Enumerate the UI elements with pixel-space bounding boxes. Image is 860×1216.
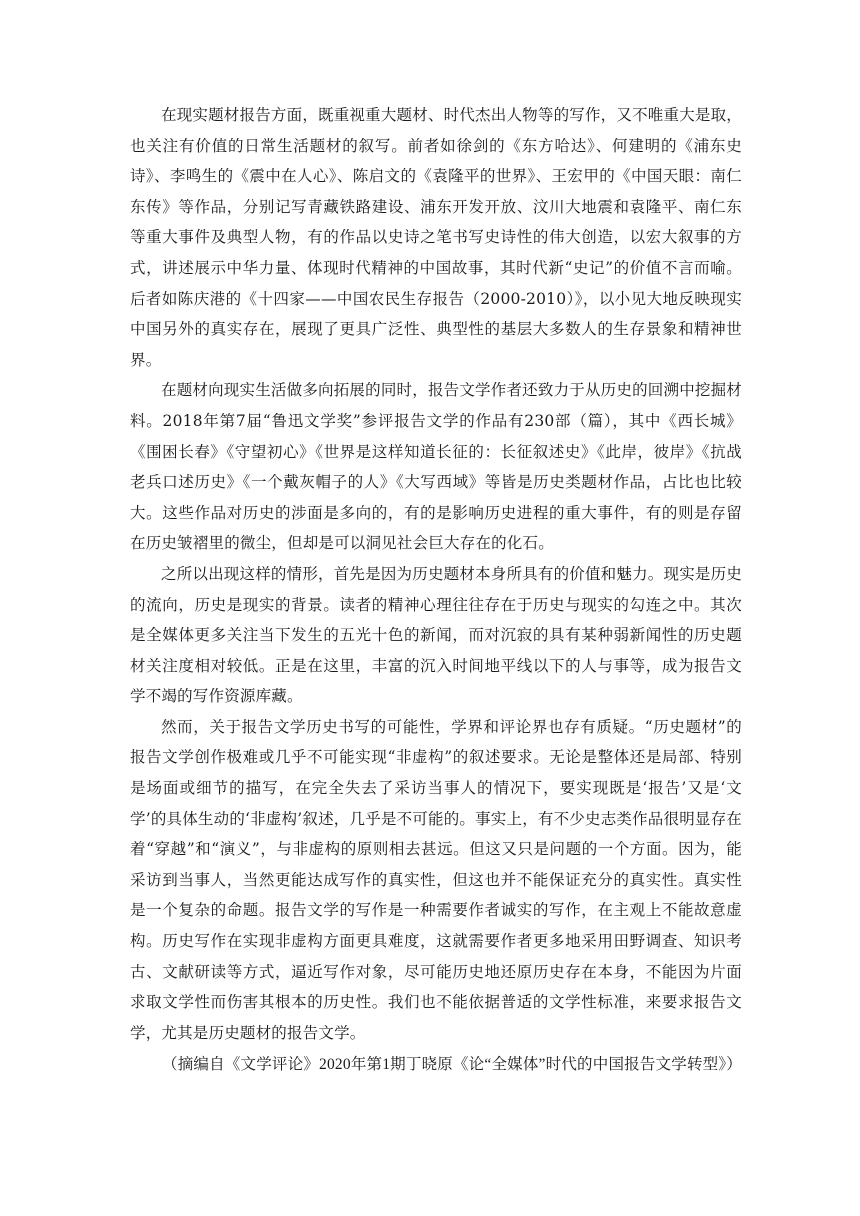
paragraph: 在题材向现实生活做多向拓展的同时，报告文学作者还致力于从历史的回溯中挖掘材料。2018年第7届“鲁迅文学奖”参评报告文学的作品有230部（篇），其中《西长城》《围困长春》《守望初心》《世界是这样知道长征的：长征叙述史》《此岸，彼岸》《抗战老兵口述历史》《一个戴灰帽子的人》《大写西域》等皆是历史类题材作品，占比也比较大。这些作品对历史的涉面是多向的，有的是影响历史进程的重大事件，有的则是存留在历史皱褶里的微尘，但却是可以洞见社会巨大存在的化石。 bbox=[130, 381, 742, 553]
source-citation: （摘编自《文学评论》2020年第1期丁晓原《论“全媒体”时代的中国报告文学转型》） bbox=[162, 1056, 742, 1074]
paragraph: 之所以出现这样的情形，首先是因为历史题材本身所具有的价值和魅力。现实是历史的流向，历史是现实的背景。读者的精神心理往往存在于历史与现实的勾连之中。其次是全媒体更多关注当下发生的五光十色的新闻，而对沉寂的具有某种弱新闻性的历史题材关注度相对较低。正是在这里，丰富的沉入时间地平线以下的人与事等，成为报告文学不竭的写作资源库藏。 bbox=[130, 564, 742, 706]
article-body bbox=[130, 100, 742, 1081]
paragraph: 然而，关于报告文学历史书写的可能性，学界和评论界也存有质疑。“历史题材”的报告文学创作极难或几乎不可能实现“非虚构”的叙述要求。无论是整体还是局部、特别是场面或细节的描写，在完全失去了采访当事人的情况下，要实现既是‘报告’又是‘文学’的具体生动的‘非虚构’叙述，几乎是不可能的。事实上，有不少史志类作品很明显存在着“穿越”和“演义”，与非虚构的原则相去甚远。但这又只是问题的一个方面。因为，能采访到当事人，当然更能达成写作的真实性，但这也并不能保证充分的真实性。真实性是一个复杂的命题。报告文学的写作是一种需要作者诚实的写作，在主观上不能故意虚构。历史写作在实现非虚构方面更具难度，这就需要作者更多地采用田野调查、知识考古、文献研读等方式，逼近写作对象，尽可能历史地还原历史存在本身，不能因为片面求取文学性而伤害其根本的历史性。我们也不能依据普适的文学性标准，来要求报告文学，尤其是历史题材的报告文学。 bbox=[130, 717, 742, 1042]
paragraph: 在现实题材报告方面，既重视重大题材、时代杰出人物等的写作，又不唯重大是取，也关注有价值的日常生活题材的叙写。前者如徐剑的《东方哈达》、何建明的《浦东史诗》、李鸣生的《震中在人心》、陈启文的《袁隆平的世界》、王宏甲的《中国天眼：南仁东传》等作品，分别记写青藏铁路建设、浦东开发开放、汶川大地震和袁隆平、南仁东等重大事件及典型人物，有的作品以史诗之笔书写史诗性的伟大创造，以宏大叙事的方式，讲述展示中华力量、体现时代精神的中国故事，其时代新“史记”的价值不言而喻。后者如陈庆港的《十四家——中国农民生存报告（2000-2010）》，以小见大地反映现实中国另外的真实存在，展现了更具广泛性、典型性的基层大多数人的生存景象和精神世界。 bbox=[130, 106, 742, 369]
